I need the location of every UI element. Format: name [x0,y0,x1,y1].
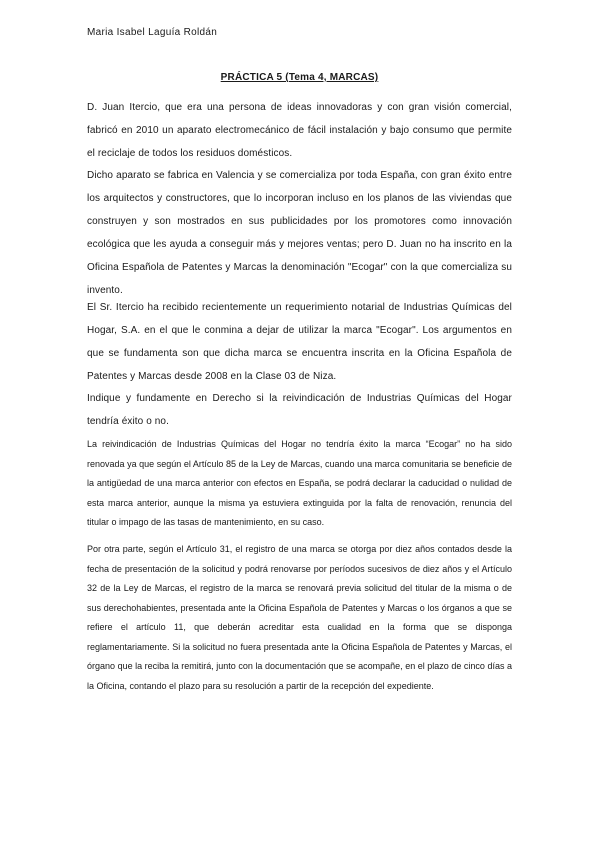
paragraph-4: Indique y fundamente en Derecho si la reivindicación de Industrias Químicas del Hogar tendría éxito o no. [87,393,512,427]
paragraph-3: El Sr. Itercio ha recibido recientemente un requerimiento notarial de Industrias Químicas del Hogar, S.A. en el que le conmina a dejar de utilizar la marca "Ecogar". Los argumentos en que se fundamenta son que dicha marca se encuentra inscrita en la Oficina Española de Patentes y Marcas desde 2008 en la Clase 03 de Niza. [87,302,512,382]
question-paragraph [87,387,512,433]
answer-paragraph [87,435,512,533]
author-name: Maria Isabel Laguía Roldán [87,27,218,38]
answer-1: La reivindicación de Industrias Químicas del Hogar no tendría éxito la marca “Ecogar” no ha sido renovada ya que según el Artículo 85 de la Ley de Marcas, cuando una marca comunitaria se beneficie de la antigüedad de una marca anterior con efectos en España, se podrá declarar la caducidad o nulidad de esta marca anterior, aunque la misma ya estuviera extinguida por la falta de renovación, renuncia del titular o impago de las tasas de mantenimiento, en su caso. [87,439,512,527]
answer-2: Por otra parte, según el Artículo 31, el registro de una marca se otorga por diez años contados desde la fecha de presentación de la solicitud y podrá renovarse por períodos sucesivos de diez años y el Artículo 32 de la Ley de Marcas, el registro de la marca se renovará previa solicitud del titular de la misma o de sus derechohabientes, presentada ante la Oficina Española de Patentes y Marcas o los órganos a que se refiere el artículo 11, que deberán acreditar esta cualidad en la forma que se disponga reglamentariamente. Si la solicitud no fuera presentada ante la Oficina Española de Patentes y Marcas, el órgano que la reciba la remitirá, junto con la documentación que se acompañe, en el plazo de cinco días a la Oficina, contando el plazo para su resolución a partir de la recepción del expediente. [87,544,512,691]
paragraph-2: Dicho aparato se fabrica en Valencia y se comercializa por toda España, con gran éxito entre los arquitectos y constructores, que lo incorporan incluso en los planos de las viviendas que construyen y son mostrados en sus publicidades por los promotores como innovación ecológica que les ayuda a conseguir más y mejores ventas; pero D. Juan no ha inscrito en la Oficina Española de Patentes y Marcas la denominación "Ecogar" con la que comercializa su invento. [87,170,512,296]
question-paragraph [87,96,512,165]
question-paragraph [87,164,512,302]
document-title: PRÁCTICA 5 (Tema 4, MARCAS) [220,72,379,83]
paragraph-1: D. Juan Itercio, que era una persona de ideas innovadoras y con gran visión comercial, fabricó en 2010 un aparato electromecánico de fácil instalación y bajo consumo que permite el reciclaje de todos los residuos domésticos. [87,102,512,159]
question-paragraph [87,296,512,388]
answer-paragraph [87,540,512,696]
